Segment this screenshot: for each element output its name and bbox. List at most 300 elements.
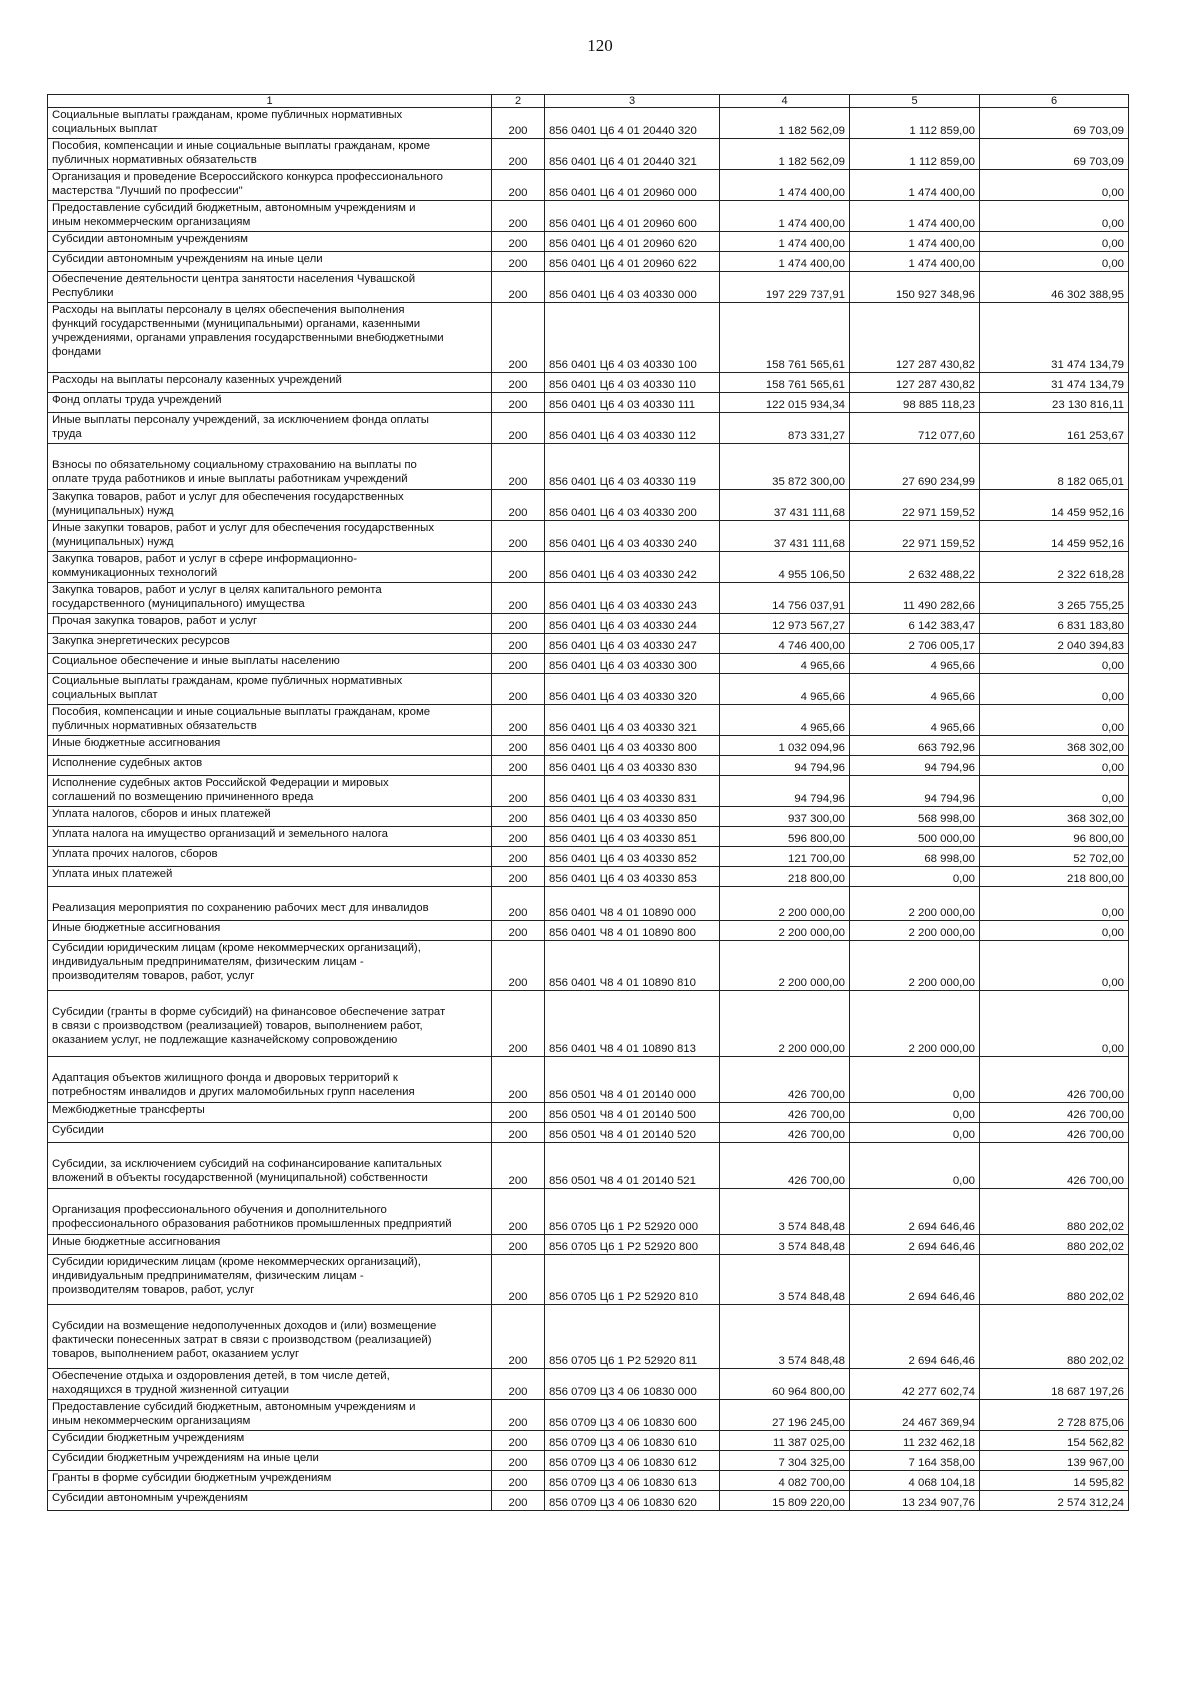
column-number-header-row [48,95,1129,108]
admin-code-cell: 200 [492,756,545,776]
table-row [48,583,1129,614]
admin-code-cell: 200 [492,1471,545,1491]
table-row [48,1431,1129,1451]
row-name: Иные выплаты персоналу учреждений, за исключением фонда оплаты труда [48,413,492,444]
table-row [48,1451,1129,1471]
row-name: Субсидии автономным учреждениям [48,232,492,252]
remainder-amount-cell: 0,00 [980,991,1129,1057]
row-name: Иные закупки товаров, работ и услуг для обеспечения государственных (муниципальных) нужд [48,521,492,552]
column-header: 1 [48,95,492,108]
row-name: Субсидии на возмещение недополученных доходов и (или) возмещение фактически понесенных затрат в связи с производством (реализацией) товаров, выполнением работ, оказанием услуг [48,1305,492,1369]
admin-code-cell: 200 [492,705,545,736]
row-name: Субсидии, за исключением субсидий на софинансирование капитальных вложений в объекты государственной (муниципальной) собственности [48,1143,492,1189]
row-name: Закупка энергетических ресурсов [48,634,492,654]
executed-amount-cell: 4 965,66 [850,705,980,736]
row-name: Организация профессионального обучения и дополнительного профессионального образования работников промышленных предприятий [48,1189,492,1235]
row-name: Субсидии автономным учреждениям на иные цели [48,252,492,272]
executed-amount-cell: 13 234 907,76 [850,1491,980,1511]
row-name: Расходы на выплаты персоналу казенных учреждений [48,373,492,393]
table-row [48,252,1129,272]
budget-code-cell: 856 0705 Ц6 1 Р2 52920 810 [545,1255,720,1305]
budget-table [47,94,1129,1511]
row-name: Обеспечение отдыха и оздоровления детей, в том числе детей, находящихся в трудной жизненной ситуации [48,1369,492,1400]
remainder-amount-cell: 0,00 [980,921,1129,941]
executed-amount-cell: 11 232 462,18 [850,1431,980,1451]
budget-code-cell: 856 0709 Ц3 4 06 10830 600 [545,1400,720,1431]
remainder-amount-cell: 0,00 [980,232,1129,252]
row-name: Исполнение судебных актов Российской Федерации и мировых соглашений по возмещению причиненного вреда [48,776,492,807]
remainder-amount-cell: 0,00 [980,705,1129,736]
row-name: Субсидии (гранты в форме субсидий) на финансовое обеспечение затрат в связи с производством (реализацией) товаров, выполнением работ, оказанием услуг, не подлежащие казначейскому сопровождению [48,991,492,1057]
budget-code-cell: 856 0401 Ц6 4 01 20960 600 [545,201,720,232]
table-row [48,827,1129,847]
table-body [48,108,1129,1511]
budget-code-cell: 856 0401 Ц6 4 03 40330 111 [545,393,720,413]
budget-code-cell: 856 0401 Ц6 4 03 40330 852 [545,847,720,867]
executed-amount-cell: 127 287 430,82 [850,373,980,393]
table-row [48,170,1129,201]
row-name: Фонд оплаты труда учреждений [48,393,492,413]
plan-amount-cell: 2 200 000,00 [720,921,850,941]
row-name: Адаптация объектов жилищного фонда и дворовых территорий к потребностям инвалидов и других маломобильных групп населения [48,1057,492,1103]
budget-code-cell: 856 0501 Ч8 4 01 20140 500 [545,1103,720,1123]
plan-amount-cell: 158 761 565,61 [720,303,850,373]
admin-code-cell: 200 [492,736,545,756]
budget-code-cell: 856 0709 Ц3 4 06 10830 000 [545,1369,720,1400]
column-header: 2 [492,95,545,108]
budget-code-cell: 856 0401 Ц6 4 03 40330 119 [545,444,720,490]
remainder-amount-cell: 880 202,02 [980,1255,1129,1305]
table-row [48,736,1129,756]
remainder-amount-cell: 880 202,02 [980,1189,1129,1235]
remainder-amount-cell: 0,00 [980,776,1129,807]
remainder-amount-cell: 31 474 134,79 [980,303,1129,373]
row-name: Субсидии юридическим лицам (кроме некоммерческих организаций), индивидуальным предпринимателям, физическим лицам - производителям товаров, работ, услуг [48,1255,492,1305]
admin-code-cell: 200 [492,1123,545,1143]
executed-amount-cell: 2 200 000,00 [850,991,980,1057]
remainder-amount-cell: 0,00 [980,941,1129,991]
row-name: Предоставление субсидий бюджетным, автономным учреждениям и иным некоммерческим организациям [48,1400,492,1431]
row-name: Исполнение судебных актов [48,756,492,776]
admin-code-cell: 200 [492,201,545,232]
remainder-amount-cell: 3 265 755,25 [980,583,1129,614]
remainder-amount-cell: 880 202,02 [980,1235,1129,1255]
executed-amount-cell: 2 694 646,46 [850,1255,980,1305]
plan-amount-cell: 15 809 220,00 [720,1491,850,1511]
budget-code-cell: 856 0705 Ц6 1 Р2 52920 000 [545,1189,720,1235]
executed-amount-cell: 663 792,96 [850,736,980,756]
column-header: 3 [545,95,720,108]
budget-code-cell: 856 0401 Ц6 4 03 40330 100 [545,303,720,373]
budget-code-cell: 856 0709 Ц3 4 06 10830 620 [545,1491,720,1511]
budget-code-cell: 856 0401 Ц6 4 03 40330 243 [545,583,720,614]
budget-code-cell: 856 0401 Ц6 4 03 40330 000 [545,272,720,303]
remainder-amount-cell: 426 700,00 [980,1123,1129,1143]
row-name: Иные бюджетные ассигнования [48,1235,492,1255]
remainder-amount-cell: 0,00 [980,170,1129,201]
plan-amount-cell: 937 300,00 [720,807,850,827]
executed-amount-cell: 1 474 400,00 [850,201,980,232]
remainder-amount-cell: 154 562,82 [980,1431,1129,1451]
table-row [48,887,1129,921]
table-row [48,634,1129,654]
table-row [48,201,1129,232]
executed-amount-cell: 2 200 000,00 [850,921,980,941]
remainder-amount-cell: 69 703,09 [980,139,1129,170]
plan-amount-cell: 3 574 848,48 [720,1189,850,1235]
executed-amount-cell: 0,00 [850,867,980,887]
budget-code-cell: 856 0705 Ц6 1 Р2 52920 800 [545,1235,720,1255]
column-header: 4 [720,95,850,108]
budget-code-cell: 856 0401 Ц6 4 01 20960 622 [545,252,720,272]
remainder-amount-cell: 368 302,00 [980,736,1129,756]
remainder-amount-cell: 2 040 394,83 [980,634,1129,654]
remainder-amount-cell: 0,00 [980,252,1129,272]
remainder-amount-cell: 139 967,00 [980,1451,1129,1471]
row-name: Межбюджетные трансферты [48,1103,492,1123]
row-name: Расходы на выплаты персоналу в целях обеспечения выполнения функций государственными (муниципальными) органами, казенными учреждениями, органами управления государственными внебюджетными фондами [48,303,492,373]
admin-code-cell: 200 [492,583,545,614]
plan-amount-cell: 2 200 000,00 [720,887,850,921]
budget-code-cell: 856 0501 Ч8 4 01 20140 520 [545,1123,720,1143]
executed-amount-cell: 2 694 646,46 [850,1305,980,1369]
admin-code-cell: 200 [492,1451,545,1471]
executed-amount-cell: 27 690 234,99 [850,444,980,490]
remainder-amount-cell: 2 574 312,24 [980,1491,1129,1511]
plan-amount-cell: 14 756 037,91 [720,583,850,614]
executed-amount-cell: 2 694 646,46 [850,1189,980,1235]
remainder-amount-cell: 52 702,00 [980,847,1129,867]
table-row [48,373,1129,393]
remainder-amount-cell: 69 703,09 [980,108,1129,139]
admin-code-cell: 200 [492,139,545,170]
admin-code-cell: 200 [492,521,545,552]
table-row [48,444,1129,490]
row-name: Уплата налога на имущество организаций и земельного налога [48,827,492,847]
remainder-amount-cell: 46 302 388,95 [980,272,1129,303]
admin-code-cell: 200 [492,674,545,705]
row-name: Пособия, компенсации и иные социальные выплаты гражданам, кроме публичных нормативных обязательств [48,705,492,736]
executed-amount-cell: 4 068 104,18 [850,1471,980,1491]
budget-code-cell: 856 0401 Ц6 4 03 40330 851 [545,827,720,847]
plan-amount-cell: 94 794,96 [720,756,850,776]
plan-amount-cell: 4 965,66 [720,654,850,674]
budget-code-cell: 856 0401 Ц6 4 03 40330 110 [545,373,720,393]
page-number: 120 [587,36,613,55]
budget-code-cell: 856 0709 Ц3 4 06 10830 613 [545,1471,720,1491]
budget-code-cell: 856 0401 Ц6 4 03 40330 240 [545,521,720,552]
table-row [48,393,1129,413]
table-row [48,1400,1129,1431]
plan-amount-cell: 2 200 000,00 [720,991,850,1057]
table-row [48,1189,1129,1235]
executed-amount-cell: 0,00 [850,1103,980,1123]
executed-amount-cell: 94 794,96 [850,776,980,807]
admin-code-cell: 200 [492,1189,545,1235]
admin-code-cell: 200 [492,490,545,521]
plan-amount-cell: 11 387 025,00 [720,1431,850,1451]
table-row [48,867,1129,887]
admin-code-cell: 200 [492,991,545,1057]
plan-amount-cell: 121 700,00 [720,847,850,867]
admin-code-cell: 200 [492,232,545,252]
row-name: Закупка товаров, работ и услуг для обеспечения государственных (муниципальных) нужд [48,490,492,521]
table-row [48,490,1129,521]
remainder-amount-cell: 23 130 816,11 [980,393,1129,413]
executed-amount-cell: 6 142 383,47 [850,614,980,634]
executed-amount-cell: 11 490 282,66 [850,583,980,614]
remainder-amount-cell: 161 253,67 [980,413,1129,444]
budget-code-cell: 856 0401 Ц6 4 03 40330 853 [545,867,720,887]
plan-amount-cell: 1 474 400,00 [720,170,850,201]
remainder-amount-cell: 2 322 618,28 [980,552,1129,583]
plan-amount-cell: 218 800,00 [720,867,850,887]
executed-amount-cell: 568 998,00 [850,807,980,827]
executed-amount-cell: 1 112 859,00 [850,108,980,139]
table-row [48,941,1129,991]
table-row [48,1057,1129,1103]
row-name: Прочая закупка товаров, работ и услуг [48,614,492,634]
budget-code-cell: 856 0401 Ц6 4 03 40330 830 [545,756,720,776]
plan-amount-cell: 122 015 934,34 [720,393,850,413]
executed-amount-cell: 68 998,00 [850,847,980,867]
executed-amount-cell: 24 467 369,94 [850,1400,980,1431]
plan-amount-cell: 426 700,00 [720,1123,850,1143]
budget-code-cell: 856 0401 Ц6 4 03 40330 247 [545,634,720,654]
plan-amount-cell: 197 229 737,91 [720,272,850,303]
table-row [48,1491,1129,1511]
plan-amount-cell: 7 304 325,00 [720,1451,850,1471]
remainder-amount-cell: 0,00 [980,887,1129,921]
plan-amount-cell: 4 955 106,50 [720,552,850,583]
admin-code-cell: 200 [492,252,545,272]
remainder-amount-cell: 2 728 875,06 [980,1400,1129,1431]
executed-amount-cell: 1 112 859,00 [850,139,980,170]
row-name: Субсидии автономным учреждениям [48,1491,492,1511]
row-name: Уплата иных платежей [48,867,492,887]
admin-code-cell: 200 [492,1235,545,1255]
table-row [48,1103,1129,1123]
row-name: Закупка товаров, работ и услуг в целях капитального ремонта государственного (муниципального) имущества [48,583,492,614]
plan-amount-cell: 158 761 565,61 [720,373,850,393]
remainder-amount-cell: 218 800,00 [980,867,1129,887]
executed-amount-cell: 1 474 400,00 [850,170,980,201]
table-row [48,139,1129,170]
admin-code-cell: 200 [492,1255,545,1305]
row-name: Иные бюджетные ассигнования [48,921,492,941]
row-name: Реализация мероприятия по сохранению рабочих мест для инвалидов [48,887,492,921]
budget-code-cell: 856 0401 Ц6 4 03 40330 320 [545,674,720,705]
table-row [48,807,1129,827]
executed-amount-cell: 127 287 430,82 [850,303,980,373]
row-name: Субсидии бюджетным учреждениям на иные цели [48,1451,492,1471]
admin-code-cell: 200 [492,827,545,847]
plan-amount-cell: 1 474 400,00 [720,201,850,232]
executed-amount-cell: 2 200 000,00 [850,887,980,921]
remainder-amount-cell: 426 700,00 [980,1103,1129,1123]
budget-code-cell: 856 0401 Ч8 4 01 10890 000 [545,887,720,921]
executed-amount-cell: 7 164 358,00 [850,1451,980,1471]
admin-code-cell: 200 [492,1305,545,1369]
table-row [48,552,1129,583]
remainder-amount-cell: 96 800,00 [980,827,1129,847]
admin-code-cell: 200 [492,654,545,674]
admin-code-cell: 200 [492,1431,545,1451]
plan-amount-cell: 4 965,66 [720,674,850,705]
table-row [48,272,1129,303]
admin-code-cell: 200 [492,807,545,827]
plan-amount-cell: 3 574 848,48 [720,1305,850,1369]
admin-code-cell: 200 [492,303,545,373]
executed-amount-cell: 0,00 [850,1123,980,1143]
executed-amount-cell: 150 927 348,96 [850,272,980,303]
remainder-amount-cell: 0,00 [980,674,1129,705]
row-name: Уплата прочих налогов, сборов [48,847,492,867]
budget-code-cell: 856 0709 Ц3 4 06 10830 612 [545,1451,720,1471]
row-name: Организация и проведение Всероссийского конкурса профессионального мастерства "Лучший по профессии" [48,170,492,201]
row-name: Уплата налогов, сборов и иных платежей [48,807,492,827]
budget-code-cell: 856 0401 Ц6 4 01 20960 620 [545,232,720,252]
budget-code-cell: 856 0401 Ц6 4 03 40330 200 [545,490,720,521]
table-row [48,674,1129,705]
table-row [48,614,1129,634]
budget-code-cell: 856 0401 Ц6 4 03 40330 242 [545,552,720,583]
remainder-amount-cell: 0,00 [980,201,1129,232]
admin-code-cell: 200 [492,393,545,413]
admin-code-cell: 200 [492,867,545,887]
executed-amount-cell: 0,00 [850,1143,980,1189]
column-header: 6 [980,95,1129,108]
admin-code-cell: 200 [492,108,545,139]
plan-amount-cell: 873 331,27 [720,413,850,444]
row-name: Социальные выплаты гражданам, кроме публичных нормативных социальных выплат [48,674,492,705]
executed-amount-cell: 22 971 159,52 [850,521,980,552]
budget-code-cell: 856 0401 Ц6 4 01 20440 320 [545,108,720,139]
plan-amount-cell: 27 196 245,00 [720,1400,850,1431]
plan-amount-cell: 426 700,00 [720,1103,850,1123]
remainder-amount-cell: 31 474 134,79 [980,373,1129,393]
row-name: Субсидии юридическим лицам (кроме некоммерческих организаций), индивидуальным предпринимателям, физическим лицам - производителям товаров, работ, услуг [48,941,492,991]
column-header: 5 [850,95,980,108]
table-row [48,776,1129,807]
row-name: Предоставление субсидий бюджетным, автономным учреждениям и иным некоммерческим организациям [48,201,492,232]
plan-amount-cell: 2 200 000,00 [720,941,850,991]
admin-code-cell: 200 [492,776,545,807]
table-row [48,1255,1129,1305]
budget-code-cell: 856 0401 Ч8 4 01 10890 810 [545,941,720,991]
remainder-amount-cell: 0,00 [980,756,1129,776]
remainder-amount-cell: 426 700,00 [980,1143,1129,1189]
table-row [48,705,1129,736]
remainder-amount-cell: 6 831 183,80 [980,614,1129,634]
row-name: Обеспечение деятельности центра занятости населения Чувашской Республики [48,272,492,303]
admin-code-cell: 200 [492,634,545,654]
row-name: Социальное обеспечение и иные выплаты населению [48,654,492,674]
remainder-amount-cell: 426 700,00 [980,1057,1129,1103]
budget-code-cell: 856 0709 Ц3 4 06 10830 610 [545,1431,720,1451]
table-row [48,108,1129,139]
executed-amount-cell: 0,00 [850,1057,980,1103]
executed-amount-cell: 500 000,00 [850,827,980,847]
budget-code-cell: 856 0401 Ц6 4 03 40330 800 [545,736,720,756]
plan-amount-cell: 1 182 562,09 [720,108,850,139]
table-row [48,1471,1129,1491]
budget-code-cell: 856 0401 Ц6 4 01 20440 321 [545,139,720,170]
remainder-amount-cell: 18 687 197,26 [980,1369,1129,1400]
plan-amount-cell: 3 574 848,48 [720,1235,850,1255]
executed-amount-cell: 42 277 602,74 [850,1369,980,1400]
remainder-amount-cell: 14 459 952,16 [980,521,1129,552]
budget-code-cell: 856 0501 Ч8 4 01 20140 521 [545,1143,720,1189]
plan-amount-cell: 596 800,00 [720,827,850,847]
admin-code-cell: 200 [492,614,545,634]
table-row [48,756,1129,776]
admin-code-cell: 200 [492,1143,545,1189]
table-row [48,413,1129,444]
budget-code-cell: 856 0401 Ц6 4 03 40330 244 [545,614,720,634]
admin-code-cell: 200 [492,941,545,991]
remainder-amount-cell: 14 595,82 [980,1471,1129,1491]
row-name: Субсидии бюджетным учреждениям [48,1431,492,1451]
plan-amount-cell: 12 973 567,27 [720,614,850,634]
table-row [48,1123,1129,1143]
admin-code-cell: 200 [492,272,545,303]
row-name: Гранты в форме субсидии бюджетным учреждениям [48,1471,492,1491]
admin-code-cell: 200 [492,1491,545,1511]
admin-code-cell: 200 [492,552,545,583]
admin-code-cell: 200 [492,1369,545,1400]
budget-code-cell: 856 0401 Ч8 4 01 10890 800 [545,921,720,941]
row-name: Субсидии [48,1123,492,1143]
remainder-amount-cell: 8 182 065,01 [980,444,1129,490]
executed-amount-cell: 4 965,66 [850,654,980,674]
plan-amount-cell: 37 431 111,68 [720,521,850,552]
plan-amount-cell: 1 474 400,00 [720,252,850,272]
remainder-amount-cell: 880 202,02 [980,1305,1129,1369]
table-row [48,1369,1129,1400]
admin-code-cell: 200 [492,847,545,867]
plan-amount-cell: 1 182 562,09 [720,139,850,170]
admin-code-cell: 200 [492,444,545,490]
budget-code-cell: 856 0501 Ч8 4 01 20140 000 [545,1057,720,1103]
executed-amount-cell: 4 965,66 [850,674,980,705]
budget-code-cell: 856 0401 Ц6 4 03 40330 831 [545,776,720,807]
admin-code-cell: 200 [492,170,545,201]
table-row [48,921,1129,941]
table-row [48,1235,1129,1255]
admin-code-cell: 200 [492,1103,545,1123]
plan-amount-cell: 4 082 700,00 [720,1471,850,1491]
admin-code-cell: 200 [492,1057,545,1103]
executed-amount-cell: 1 474 400,00 [850,232,980,252]
row-name: Закупка товаров, работ и услуг в сфере информационно- коммуникационных технологий [48,552,492,583]
admin-code-cell: 200 [492,921,545,941]
budget-code-cell: 856 0401 Ц6 4 03 40330 321 [545,705,720,736]
row-name: Иные бюджетные ассигнования [48,736,492,756]
table-row [48,521,1129,552]
table-row [48,847,1129,867]
plan-amount-cell: 94 794,96 [720,776,850,807]
plan-amount-cell: 426 700,00 [720,1143,850,1189]
remainder-amount-cell: 14 459 952,16 [980,490,1129,521]
row-name: Социальные выплаты гражданам, кроме публичных нормативных социальных выплат [48,108,492,139]
plan-amount-cell: 3 574 848,48 [720,1255,850,1305]
table-row [48,654,1129,674]
executed-amount-cell: 2 694 646,46 [850,1235,980,1255]
plan-amount-cell: 37 431 111,68 [720,490,850,521]
admin-code-cell: 200 [492,373,545,393]
executed-amount-cell: 712 077,60 [850,413,980,444]
